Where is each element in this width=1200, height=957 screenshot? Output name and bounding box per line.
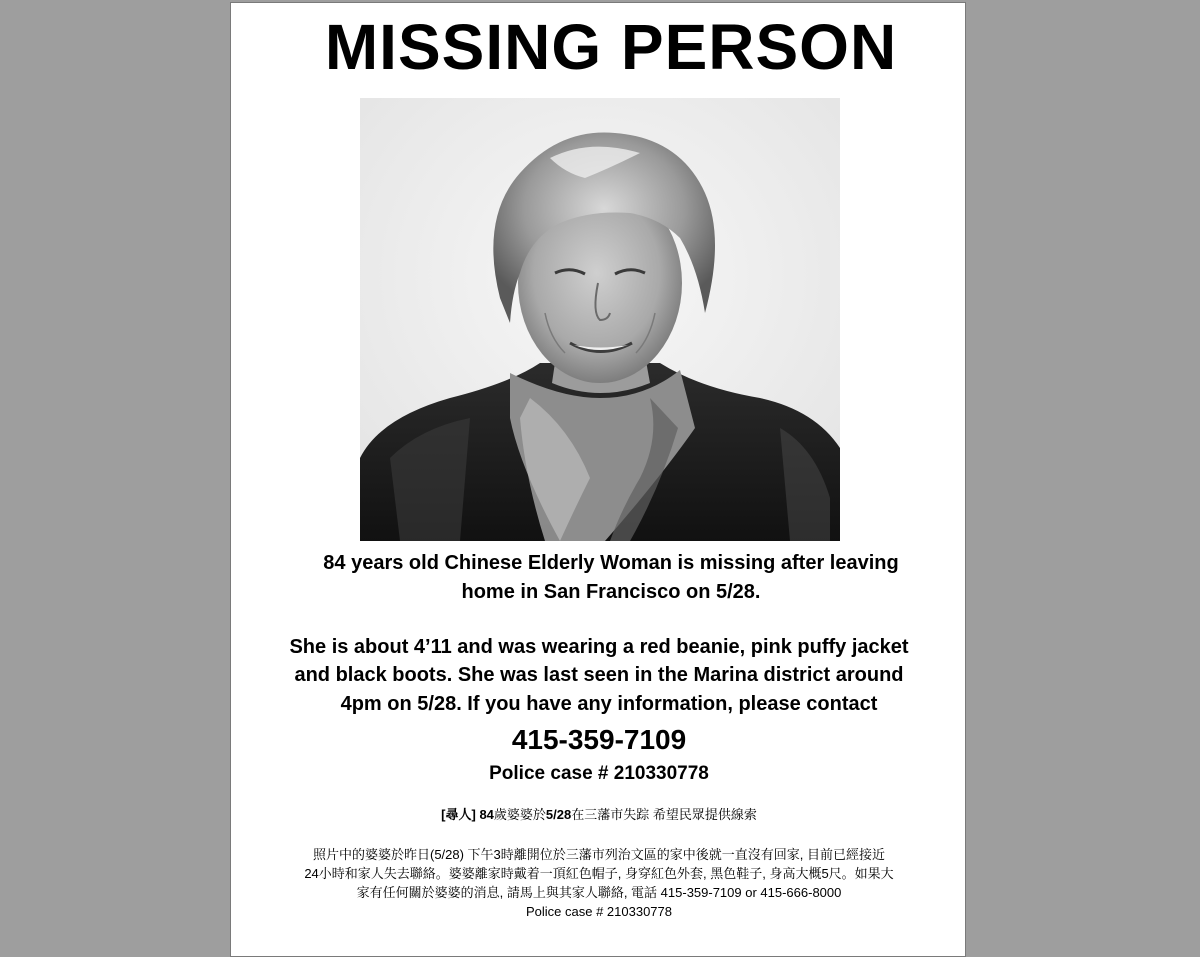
document-page xyxy=(230,2,966,957)
chinese-body-line-4: Police case # 210330778 xyxy=(525,904,672,919)
chinese-headline-date: 5/28 xyxy=(545,807,572,822)
chinese-headline-tag: [尋人] xyxy=(441,807,476,822)
description-line-2: home in San Francisco on 5/28. xyxy=(461,580,761,603)
chinese-body xyxy=(231,845,967,921)
chinese-body-line-2: 24小時和家人失去聯絡。婆婆離家時戴着一頂紅色帽子, 身穿紅色外套, 黑色鞋子, 身高大概5尺。如果大 xyxy=(304,866,894,881)
description-line-4: and black boots. She was last seen in the Marina district around xyxy=(294,664,904,686)
chinese-body-line-3: 家有任何關於婆婆的消息, 請馬上與其家人聯絡, 電話 415-359-7109 or 415-666-8000 xyxy=(356,885,842,900)
contact-phone: 415-359-7109 xyxy=(511,724,687,755)
description-line-5: 4pm on 5/28. If you have any information, please contact xyxy=(340,693,878,715)
description-line-3: She is about 4’11 and was wearing a red beanie, pink puffy jacket xyxy=(289,636,909,658)
chinese-headline-mid: 歲婆婆於 xyxy=(493,807,546,822)
chinese-headline-age: 84 xyxy=(479,807,494,822)
portrait-photo xyxy=(360,98,840,541)
chinese-body-line-1: 照片中的婆婆於昨日(5/28) 下午3時離開位於三藩市列治文區的家中後就一直沒有回家, 目前已經接近 xyxy=(312,847,886,862)
chinese-headline xyxy=(231,805,967,825)
chinese-headline-rest: 在三藩市失踪 希望民眾提供線索 xyxy=(571,807,757,822)
description-line-1: 84 years old Chinese Elderly Woman is missing after leaving xyxy=(323,552,899,574)
poster-title: MISSING PERSON xyxy=(324,11,898,83)
police-case-number: Police case # 210330778 xyxy=(489,763,709,784)
